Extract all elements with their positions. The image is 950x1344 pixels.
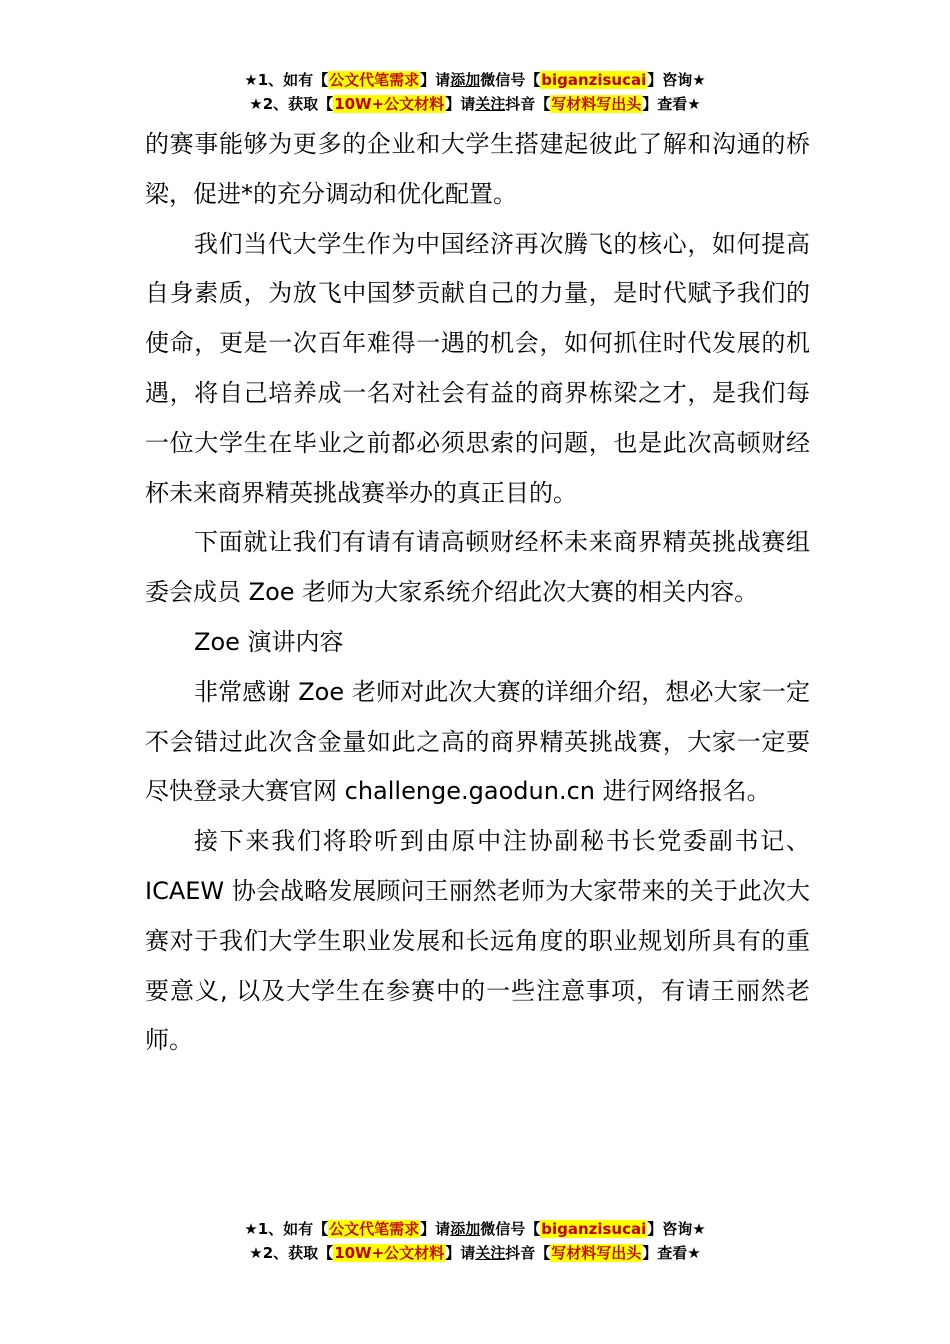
banner-highlight-materials: 10W+公文材料 (334, 1244, 445, 1262)
banner-text: 】咨询★ (647, 71, 706, 89)
banner-line-2 (0, 1241, 950, 1265)
banner-highlight-materials: 10W+公文材料 (334, 95, 445, 113)
banner-highlight-service: 公文代笔需求 (329, 1220, 420, 1238)
banner-line-2 (0, 92, 950, 116)
banner-highlight-douyin: 写材料写出头 (551, 1244, 642, 1262)
banner-text: 抖音【 (505, 95, 551, 113)
paragraph: 下面就让我们有请有请高顿财经杯未来商界精英挑战赛组委会成员 Zoe 老师为大家系统介绍此次大赛的相关内容。 (145, 528, 810, 607)
banner-underline: 关注 (475, 95, 506, 113)
banner-highlight-douyin: 写材料写出头 (551, 95, 642, 113)
banner-text: 】查看★ (642, 95, 701, 113)
banner-text: 】请 (445, 95, 476, 113)
banner-text: 】请 (445, 1244, 476, 1262)
paragraph: 的赛事能够为更多的企业和大学生搭建起彼此了解和沟通的桥梁，促进*的充分调动和优化配置。 (145, 130, 810, 208)
banner-text: 抖音【 (505, 1244, 551, 1262)
banner-text: 微信号【 (480, 71, 541, 89)
footer-banner (0, 1217, 950, 1265)
banner-text: 】咨询★ (647, 1220, 706, 1238)
header-banner (0, 68, 950, 116)
banner-text: ★1、如有【 (244, 71, 329, 89)
banner-text: 】请 (420, 1220, 451, 1238)
banner-underline: 添加 (450, 71, 481, 89)
banner-highlight-wechat: biganzisucai (541, 71, 647, 89)
banner-text: 微信号【 (480, 1220, 541, 1238)
banner-highlight-service: 公文代笔需求 (329, 71, 420, 89)
banner-underline: 添加 (450, 1220, 481, 1238)
banner-text: ★2、获取【 (249, 95, 334, 113)
banner-line-1 (0, 1217, 950, 1241)
paragraph: Zoe 演讲内容 (194, 627, 344, 656)
document-body (145, 120, 810, 1066)
banner-text: ★1、如有【 (244, 1220, 329, 1238)
paragraph: 非常感谢 Zoe 老师对此次大赛的详细介绍，想必大家一定不会错过此次含金量如此之高的商界精英挑战赛，大家一定要尽快登录大赛官网 challenge.gaodun.cn 进行网络报名。 (145, 677, 810, 806)
banner-text: ★2、获取【 (249, 1244, 334, 1262)
banner-highlight-wechat: biganzisucai (541, 1220, 647, 1238)
banner-text: 】请 (420, 71, 451, 89)
paragraph: 我们当代大学生作为中国经济再次腾飞的核心，如何提高自身素质，为放飞中国梦贡献自己的力量，是时代赋予我们的使命，更是一次百年难得一遇的机会，如何抓住时代发展的机遇，将自己培养成一名对社会有益的商界栋梁之才，是我们每一位大学生在毕业之前都必须思索的问题，也是此次高顿财经杯未来商界精英挑战赛举办的真正目的。 (145, 229, 810, 507)
banner-text: 】查看★ (642, 1244, 701, 1262)
banner-line-1 (0, 68, 950, 92)
banner-underline: 关注 (475, 1244, 506, 1262)
paragraph: 接下来我们将聆听到由原中注协副秘书长党委副书记、ICAEW 协会战略发展顾问王丽然老师为大家带来的关于此次大赛对于我们大学生职业发展和长远角度的职业规划所具有的重要意义, 以及大学生在参赛中的一些注意事项，有请王丽然老师。 (145, 827, 810, 1055)
